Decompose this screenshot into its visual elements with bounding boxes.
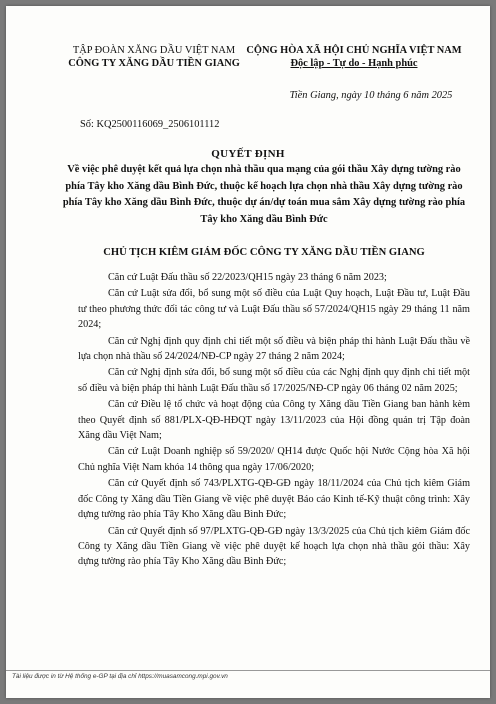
legal-basis-paragraph: Căn cứ Luật Doanh nghiệp số 59/2020/ QH14 được Quốc hội Nước Cộng hòa Xã hội Chủ nghĩa Việt Nam khóa 14 thông qua ngày 17/06/2020;	[78, 446, 470, 473]
issuing-authority: CHỦ TỊCH KIÊM GIÁM ĐỐC CÔNG TY XĂNG DẦU TIỀN GIANG	[103, 247, 425, 258]
parent-organization: TẬP ĐOÀN XĂNG DẦU VIỆT NAM	[72, 45, 236, 56]
legal-basis-paragraph: Căn cứ Luật Đấu thầu số 22/2023/QH15 ngày 23 tháng 6 năm 2023;	[108, 272, 387, 283]
nation-name: CỘNG HÒA XÃ HỘI CHỦ NGHĨA VIỆT NAM	[246, 45, 462, 56]
place-date: Tiền Giang, ngày 10 tháng 6 năm 2025	[289, 90, 453, 101]
legal-basis-paragraph: Căn cứ Nghị định quy định chi tiết một số điều và biện pháp thi hành Luật Đấu thầu về lựa chọn nhà thầu số 24/2024/NĐ-CP ngày 27 tháng 2 năm 2024;	[78, 335, 470, 363]
national-header	[232, 44, 476, 70]
document-page	[6, 6, 490, 698]
legal-basis-paragraph: Căn cứ Điều lệ tổ chức và hoạt động của Công ty Xăng dầu Tiền Giang ban hành kèm theo Quyết định số 881/PLX-QĐ-HĐQT ngày 13/11/2023 của Hội đồng quản trị Tập đoàn Xăng dầu Việt Nam;	[78, 399, 470, 442]
legal-basis-paragraph: Căn cứ Quyết định số 97/PLXTG-QĐ-GĐ ngày 13/3/2025 của Chủ tịch kiêm Giám đốc Công ty Xăng dầu Tiền Giang về việc phê duyệt kế hoạch lựa chọn nhà thầu gói thầu: Xây dựng tường rào phía Tây Kho Xăng dầu Bình Đức;	[78, 525, 470, 568]
organization-block	[68, 44, 240, 70]
national-motto: Độc lập - Tự do - Hạnh phúc	[290, 58, 418, 69]
legal-basis-paragraph: Căn cứ Luật sửa đổi, bổ sung một số điều của Luật Quy hoạch, Luật Đầu tư, Luật Đầu tư theo phương thức đối tác công tư và Luật Đấu thầu số 57/2024/QH15 ngày 29 tháng 11 năm 2024;	[78, 288, 470, 331]
issuing-company: CÔNG TY XĂNG DẦU TIỀN GIANG	[68, 58, 240, 69]
document-subject: Về việc phê duyệt kết quả lựa chọn nhà thầu qua mạng của gói thầu Xây dựng tường rào phía Tây kho Xăng dầu Bình Đức, thuộc kế hoạch lựa chọn nhà thầu Xây dựng tường rào phía Tây kho Xăng dầu Bình Đức, thuộc dự án/dự toán mua sắm Xây dựng tường rào phía Tây kho Xăng dầu Bình Đức	[62, 164, 466, 225]
footer-divider	[6, 670, 490, 671]
legal-basis-paragraph: Căn cứ Nghị định sửa đổi, bổ sung một số điều của các Nghị định quy định chi tiết một số điều và biện pháp thi hành Luật Đấu thầu số 17/2025/NĐ-CP ngày 06 tháng 02 năm 2025;	[78, 367, 470, 394]
print-footer: Tài liệu được in từ Hệ thống e-GP tại địa chỉ https://muasamcong.mpi.gov.vn	[12, 673, 228, 680]
document-number: Số: KQ2500116069_2506101112	[80, 119, 220, 130]
legal-basis-paragraph: Căn cứ Quyết định số 743/PLXTG-QĐ-GĐ ngày 18/11/2024 của Chủ tịch kiêm Giám đốc Công ty Xăng dầu Tiền Giang về việc phê duyệt Báo cáo Kinh tế-Kỹ thuật công trình: Xây dựng tường rào phía Tây Kho Xăng dầu Bình Đức;	[78, 478, 470, 521]
document-title: QUYẾT ĐỊNH	[211, 148, 285, 160]
document-body	[78, 270, 470, 571]
